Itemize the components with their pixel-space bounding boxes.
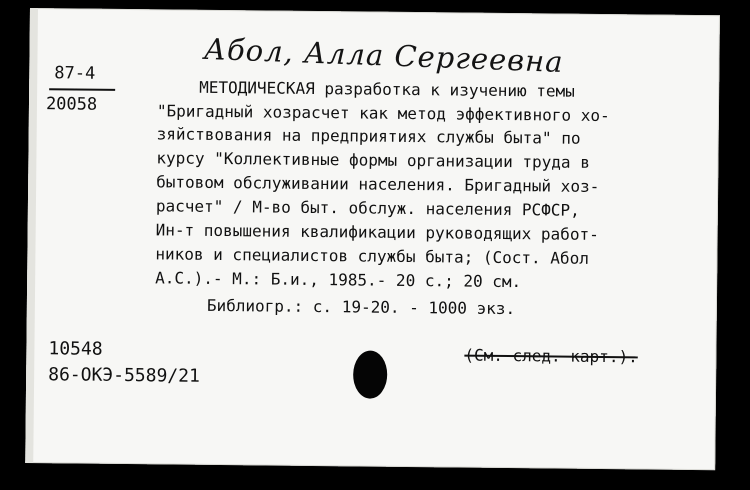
- description-line: расчет" / М-во быт. обслуж. населения РСФСР,: [155, 196, 580, 220]
- call-number-divider: [49, 88, 115, 90]
- description-line: бытовом обслуживании населения. Бригадный хоз-: [156, 172, 600, 196]
- description-line: Ин-т повышения квалификации руководящих работ-: [155, 220, 599, 244]
- catalog-card: [25, 8, 720, 470]
- description-line: МЕТОДИЧЕСКАЯ разработка к изучению темы: [199, 77, 575, 101]
- inventory-number: 10548: [48, 338, 103, 360]
- description-line: "Бригадный хозрасчет как метод эффективного хо-: [156, 101, 610, 126]
- continuation-note: (См. след. карт.).: [464, 345, 638, 367]
- call-number-top: 87-4: [54, 63, 96, 84]
- card-edge: [25, 8, 38, 463]
- description-line: А.С.).- М.: Б.и., 1985.- 20 с.; 20 см.: [155, 268, 522, 292]
- description-line: ников и специалистов службы быта; (Сост. Абол: [155, 244, 589, 268]
- description-line: зяйствования на предприятиях службы быта" по: [156, 124, 581, 148]
- handwritten-author-name: Абол, Алла Сергеевна: [203, 31, 565, 79]
- description-line: курсу "Коллективные формы организации труда в: [156, 148, 590, 172]
- call-number-bottom: 20058: [45, 94, 98, 115]
- registration-number: 86-ОКЭ-5589/21: [48, 364, 200, 387]
- bibliography-note: Библиогр.: с. 19-20. - 1000 экз.: [206, 295, 516, 319]
- card-punch-hole: [353, 350, 388, 398]
